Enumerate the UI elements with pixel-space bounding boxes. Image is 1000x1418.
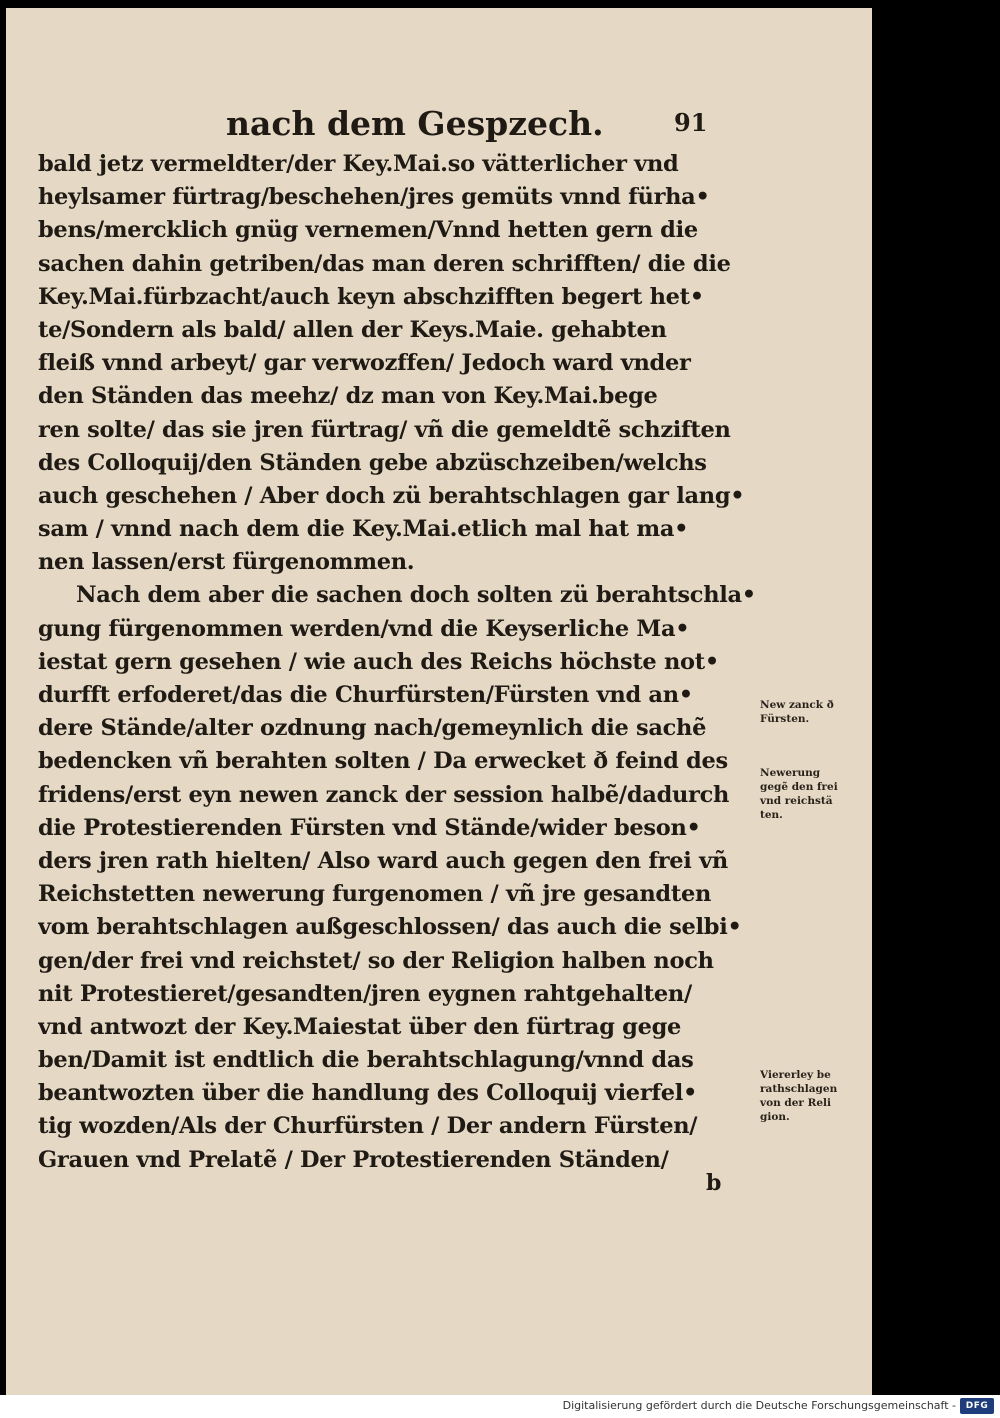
marginal-note-line: Viererley be [760,1069,831,1081]
text-line: bald jetz vermeldter/der Key.Mai.so vätterlicher vnd [38,151,679,177]
marginal-note-line: Newerung [760,767,821,779]
text-line: fridens/erst eyn newen zanck der session halbẽ/dadurch [38,781,730,808]
text-line: sam / vnnd nach dem die Key.Mai.etlich mal hat ma• [38,516,689,543]
text-line: beantwozten über die handlung des Colloquij vierfel• [38,1080,698,1107]
marginal-note-line: gion. [760,1111,790,1123]
marginal-note [760,766,870,822]
marginal-note-line: ten. [760,809,783,821]
text-line: Grauen vnd Prelatẽ / Der Protestierenden Ständen/ [38,1146,669,1173]
text-line: ren solte/ das sie jren fürtrag/ vñ die gemeldtẽ schziften [38,416,731,443]
text-line: auch geschehen / Aber doch zü berahtschlagen gar lang• [38,482,745,509]
text-line: bens/mercklich gnüg vernemen/Vnnd hetten gern die [38,217,698,244]
text-line: tig wozden/Als der Churfürsten / Der andern Fürsten/ [38,1113,698,1140]
page-header [6,104,872,150]
text-line: gung fürgenommen werden/vnd die Keyserliche Ma• [38,615,690,642]
text-line: fleiß vnnd arbeyt/ gar verwozffen/ Jedoch ward vnder [38,350,691,377]
body-text [38,148,756,1177]
text-line: sachen dahin getriben/das man deren schrifften/ die die [38,250,731,277]
text-line: ders jren rath hielten/ Also ward auch gegen den frei vñ [38,847,728,874]
text-line: vom berahtschlagen außgeschlossen/ das auch die selbi• [38,914,742,941]
text-line: nit Protestieret/gesandten/jren eygnen rahtgehalten/ [38,980,692,1007]
marginal-note-line: rathschlagen [760,1083,838,1095]
text-line: te/Sondern als bald/ allen der Keys.Maie. gehabten [38,316,667,343]
text-line: nen lassen/erst fürgenommen. [38,549,415,576]
marginal-note [760,698,870,726]
folio-number: 91 [674,108,708,137]
text-line: des Colloquij/den Ständen gebe abzüschzeiben/welchs [38,449,707,476]
dfg-logo-text: DFG [965,1401,989,1411]
text-line: den Ständen das meehz/ dz man von Key.Mai.bege [38,383,658,410]
text-line: Reichstetten newerung furgenomen / vñ jre gesandten [38,881,712,908]
text-line-paragraph-start: Nach dem aber die sachen doch solten zü berahtschla• [76,582,756,609]
text-line: dere Stände/alter ozdnung nach/gemeynlich die sachẽ [38,715,707,742]
running-head: nach dem Gespzech. [226,104,604,143]
catchword: b [706,1170,722,1196]
text-line: bedencken vñ berahten solten / Da erwecket ð feind des [38,748,728,775]
text-line: ben/Damit ist endtlich die berahtschlagung/vnnd das [38,1047,694,1074]
marginal-note-line: Fürsten. [760,713,810,725]
text-line: Key.Mai.fürbzacht/auch keyn abschzifften begert het• [38,283,704,310]
marginal-note-line: vnd reichstä [760,795,833,807]
funding-credit: Digitalisierung gefördert durch die Deutsche Forschungsgemeinschaft - [562,1399,956,1412]
marginal-note-line: von der Reli [760,1097,831,1109]
marginal-note-line: gegẽ den frei [760,781,838,793]
book-page [6,8,872,1395]
text-line: durfft erfoderet/das die Churfürsten/Fürsten vnd an• [38,682,693,708]
text-line: gen/der frei vnd reichstet/ so der Religion halben noch [38,947,714,974]
text-line: die Protestierenden Fürsten vnd Stände/wider beson• [38,814,701,841]
text-line: vnd antwozt der Key.Maiestat über den fürtrag gege [38,1013,682,1040]
dfg-logo [960,1398,994,1414]
marginal-note-line: New zanck ð [760,699,834,711]
text-line: iestat gern gesehen / wie auch des Reichs höchste not• [38,648,719,675]
text-line: heylsamer fürtrag/beschehen/jres gemüts vnnd fürha• [38,184,710,211]
footer-bar [0,1395,1000,1418]
marginal-note [760,1068,870,1124]
